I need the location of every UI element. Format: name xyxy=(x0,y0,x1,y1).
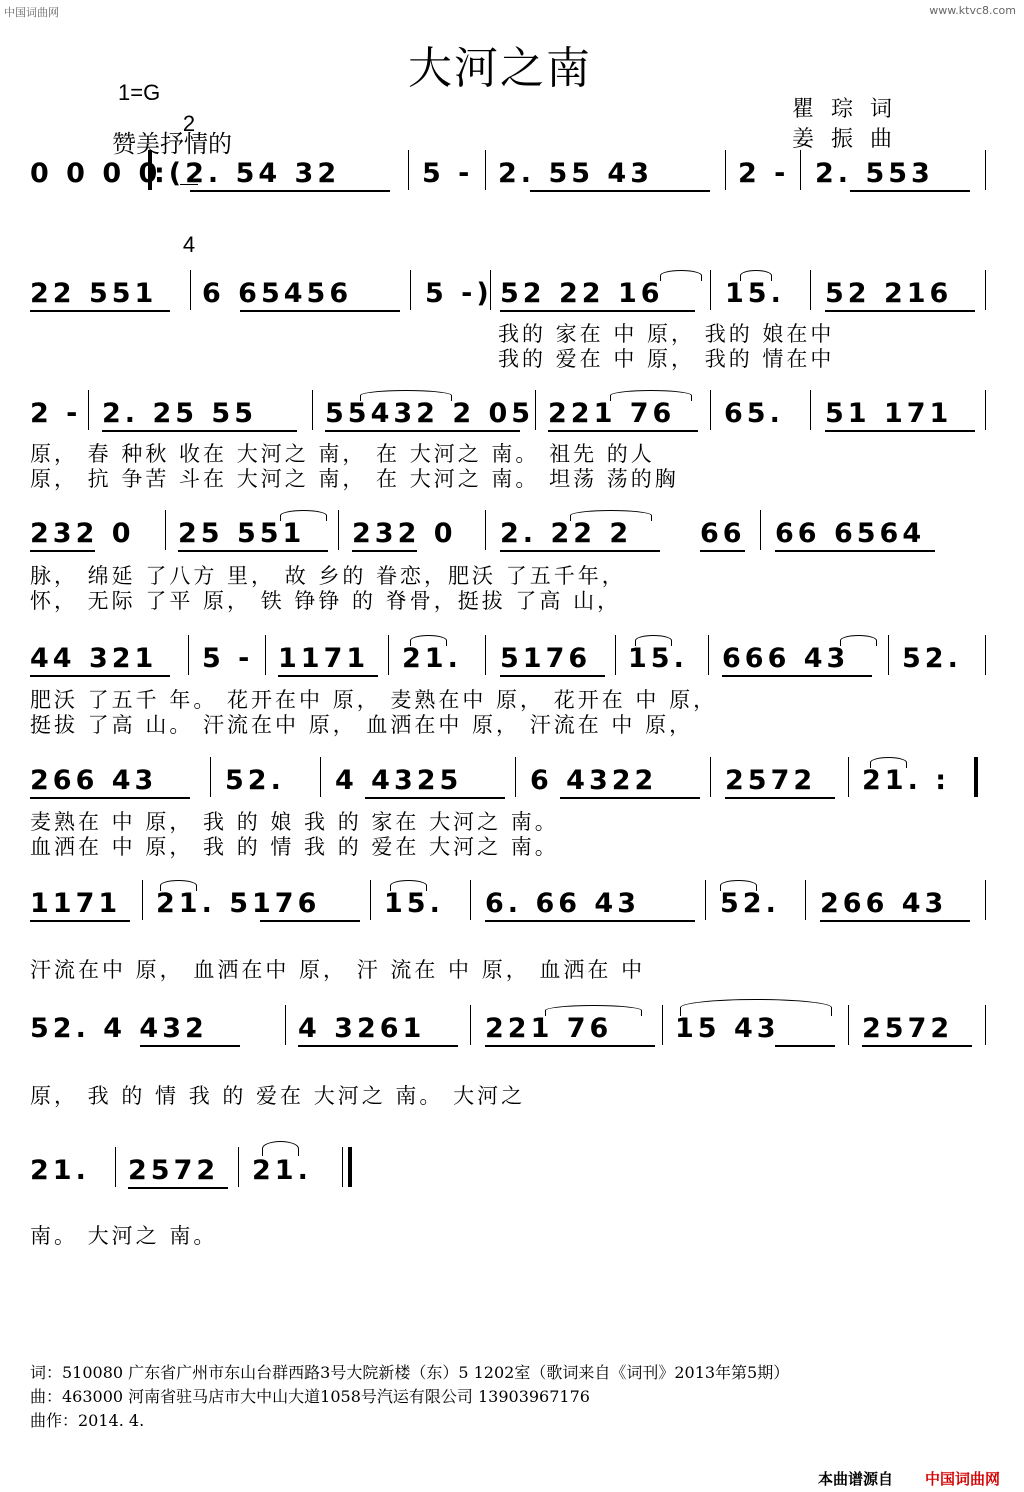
measure: 22 551 xyxy=(30,278,158,309)
beam-underline xyxy=(485,920,695,922)
key-signature: 1=G xyxy=(118,80,161,105)
barline xyxy=(470,1005,471,1045)
barline xyxy=(320,757,321,797)
barline xyxy=(342,1147,343,1187)
slur xyxy=(390,880,427,891)
barline xyxy=(615,635,616,675)
beam-underline xyxy=(102,430,297,432)
barline xyxy=(710,757,711,797)
score-row-5 xyxy=(30,643,990,677)
lyric-line: 挺拔 了高 山。 汗流在中 原， 血洒在中 原， 汗流在 中 原， xyxy=(30,713,694,737)
barline xyxy=(142,880,143,920)
barline xyxy=(760,510,761,550)
measure: 2572 xyxy=(725,765,817,796)
measure: 21. xyxy=(252,1155,312,1186)
beam-underline xyxy=(178,550,328,552)
source-site-link[interactable]: 中国词曲网 xyxy=(925,1470,1001,1488)
beam-underline xyxy=(862,1045,972,1047)
tempo-mark: 赞美抒情的 xyxy=(112,130,232,158)
lyric-line: 南。 大河之 南。 xyxy=(30,1224,218,1248)
measure: 15 43 xyxy=(675,1013,780,1044)
barline xyxy=(190,270,191,310)
beam-underline xyxy=(700,550,745,552)
beam-underline xyxy=(30,797,190,799)
score-row-6 xyxy=(30,765,990,799)
measure: 221 76 xyxy=(485,1013,613,1044)
slur xyxy=(840,635,877,646)
repeat-barline xyxy=(148,150,152,190)
beam-underline xyxy=(278,675,378,677)
slur xyxy=(740,270,772,281)
barline xyxy=(165,510,166,550)
measure: 2. 25 55 xyxy=(102,398,257,429)
beam-underline xyxy=(722,675,872,677)
beam-underline xyxy=(485,1045,655,1047)
slur xyxy=(280,510,327,521)
measure: 666 43 xyxy=(722,643,850,674)
barline xyxy=(848,1005,849,1045)
barline xyxy=(515,757,516,797)
beam-underline xyxy=(775,1045,835,1047)
lyric-line: 原， 我 的 情 我 的 爱在 大河之 南。 大河之 xyxy=(30,1084,526,1108)
measure: 4 3261 xyxy=(298,1013,426,1044)
beam-underline xyxy=(365,797,505,799)
measure: 1171 xyxy=(278,643,370,674)
slur xyxy=(635,635,672,646)
barline xyxy=(535,390,536,430)
barline xyxy=(800,150,801,190)
beam-underline xyxy=(775,550,935,552)
time-signature-bottom: 4 xyxy=(182,232,196,257)
score-row-1 xyxy=(30,158,990,192)
barline xyxy=(210,757,211,797)
barline xyxy=(410,270,411,310)
measure: :(2. 54 32 xyxy=(154,158,341,189)
barline xyxy=(388,635,389,675)
final-barline xyxy=(348,1147,352,1187)
lyric-line: 原， 春 种秋 收在 大河之 南， 在 大河之 南。 祖先 的人 xyxy=(30,442,655,466)
beam-underline xyxy=(30,310,170,312)
beam-underline xyxy=(352,550,417,552)
beam-underline xyxy=(128,1187,228,1189)
barline xyxy=(470,880,471,920)
measure: 2 - xyxy=(30,398,82,429)
barline xyxy=(805,880,806,920)
watermark-right: www.ktvc8.com xyxy=(929,4,1016,17)
beam-underline xyxy=(850,190,970,192)
measure: 2572 xyxy=(862,1013,954,1044)
slur xyxy=(545,1005,642,1016)
repeat-end-barline xyxy=(974,757,978,797)
score-row-8 xyxy=(30,1013,990,1047)
barline xyxy=(985,390,986,430)
beam-underline xyxy=(190,190,390,192)
barline xyxy=(408,150,409,190)
measure: 2 - xyxy=(738,158,790,189)
song-title: 大河之南 xyxy=(408,43,592,94)
lyric-line: 血洒在 中 原， 我 的 情 我 的 爱在 大河之 南。 xyxy=(30,835,559,859)
composer-credit: 姜振曲 xyxy=(792,127,910,152)
measure: 21. xyxy=(30,1155,90,1186)
barline xyxy=(265,635,266,675)
beam-underline xyxy=(30,675,170,677)
barline xyxy=(370,880,371,920)
measure: 6. 66 43 xyxy=(485,888,640,919)
measure: 0 0 0 0 xyxy=(30,158,162,189)
measure: 15. xyxy=(384,888,444,919)
measure: 52. xyxy=(902,643,962,674)
lyric-line: 脉， 绵延 了八方 里， 故 乡的 眷恋，肥沃 了五千年， xyxy=(30,564,626,588)
barline xyxy=(285,1005,286,1045)
measure: 52. 4 432 xyxy=(30,1013,208,1044)
lyric-line: 麦熟在 中 原， 我 的 娘 我 的 家在 大河之 南。 xyxy=(30,810,559,834)
footer-composer-address: 曲：463000 河南省驻马店市大中山大道1058号汽运有限公司 13903967176 xyxy=(30,1387,590,1406)
lyric-line: 肥沃 了五千 年。 花开在中 原， 麦熟在中 原， 花开在 中 原， xyxy=(30,688,718,712)
barline xyxy=(115,1147,116,1187)
lyric-line: 原， 抗 争苦 斗在 大河之 南， 在 大河之 南。 坦荡 荡的胸 xyxy=(30,467,679,491)
measure: 1171 xyxy=(30,888,122,919)
measure: 2572 xyxy=(128,1155,220,1186)
measure: 5176 xyxy=(500,643,592,674)
lyric-line: 汗流在中 原， 血洒在中 原， 汗 流在 中 原， 血洒在 中 xyxy=(30,958,646,982)
slur xyxy=(570,510,652,521)
barline xyxy=(88,390,89,430)
barline xyxy=(485,150,486,190)
measure: 2. 55 43 xyxy=(498,158,653,189)
lyric-line: 我的 爱在 中 原， 我的 情在中 xyxy=(498,347,835,371)
slur xyxy=(360,390,452,401)
measure: 232 0 xyxy=(352,518,457,549)
barline xyxy=(662,1005,663,1045)
measure: 15. xyxy=(628,643,688,674)
barline xyxy=(810,270,811,310)
measure: 52. xyxy=(225,765,285,796)
beam-underline xyxy=(500,675,605,677)
beam-underline xyxy=(548,430,698,432)
measure: 25 551 xyxy=(178,518,306,549)
measure: 65. xyxy=(724,398,784,429)
measure: 66 xyxy=(700,518,746,549)
time-signature-top: 2 xyxy=(182,111,196,136)
measure: 266 43 xyxy=(30,765,158,796)
beam-underline xyxy=(260,920,360,922)
barline xyxy=(485,510,486,550)
score-row-7 xyxy=(30,888,990,922)
score-row-2 xyxy=(30,278,990,312)
slur xyxy=(660,270,702,281)
footer-lyricist-address: 词：510080 广东省广州市东山台群西路3号大院新楼（东）5 1202室（歌词来自《词刊》2013年第5期） xyxy=(30,1363,790,1382)
measure: 266 43 xyxy=(820,888,948,919)
source-label: 本曲谱源自 xyxy=(818,1470,894,1488)
measure: 6 4322 xyxy=(530,765,658,796)
barline xyxy=(985,635,986,675)
measure: 21. 5176 xyxy=(156,888,321,919)
measure: 51 171 xyxy=(825,398,953,429)
beam-underline xyxy=(530,190,710,192)
measure: 5 - xyxy=(422,158,474,189)
beam-underline xyxy=(560,797,700,799)
beam-underline xyxy=(820,920,970,922)
measure: 52 216 xyxy=(825,278,953,309)
barline xyxy=(710,390,711,430)
beam-underline xyxy=(500,310,695,312)
measure: 66 6564 xyxy=(775,518,926,549)
barline xyxy=(490,270,491,310)
slur xyxy=(610,390,692,401)
beam-underline xyxy=(30,920,130,922)
measure: 21. xyxy=(402,643,462,674)
barline xyxy=(708,635,709,675)
fermata-slur xyxy=(262,1141,299,1156)
slur xyxy=(720,880,757,891)
measure: 4 4325 xyxy=(335,765,463,796)
slur xyxy=(410,635,447,646)
barline xyxy=(710,270,711,310)
barline xyxy=(848,757,849,797)
beam-underline xyxy=(725,797,835,799)
measure: 21. : xyxy=(862,765,951,796)
barline xyxy=(810,390,811,430)
slur xyxy=(680,999,832,1016)
barline xyxy=(312,390,313,430)
score-row-4 xyxy=(30,518,990,552)
lyric-line: 我的 家在 中 原， 我的 娘在中 xyxy=(498,322,835,346)
barline xyxy=(985,150,986,190)
score-row-3 xyxy=(30,398,990,432)
beam-underline xyxy=(500,550,660,552)
barline xyxy=(985,880,986,920)
barline xyxy=(238,1147,239,1187)
barline xyxy=(985,270,986,310)
measure: 232 0 xyxy=(30,518,135,549)
measure: 5 - xyxy=(202,643,254,674)
lyricist-credit: 瞿琮词 xyxy=(792,97,910,122)
beam-underline xyxy=(298,1045,458,1047)
beam-underline xyxy=(325,430,520,432)
measure: 44 321 xyxy=(30,643,158,674)
slur xyxy=(160,880,197,891)
beam-underline xyxy=(825,430,975,432)
beam-underline xyxy=(240,310,400,312)
barline xyxy=(188,635,189,675)
measure: 52 22 16 xyxy=(500,278,664,309)
barline xyxy=(705,880,706,920)
barline xyxy=(338,510,339,550)
measure: 55432 2 05 xyxy=(325,398,535,429)
barline xyxy=(485,635,486,675)
measure: 2. 553 xyxy=(815,158,934,189)
watermark-left: 中国词曲网 xyxy=(4,6,59,19)
measure: 6 65456 xyxy=(202,278,353,309)
barline xyxy=(725,150,726,190)
measure: 2. 22 2 xyxy=(500,518,633,549)
beam-underline xyxy=(825,310,975,312)
beam-underline xyxy=(140,1045,240,1047)
measure: 221 76 xyxy=(548,398,676,429)
barline xyxy=(985,1005,986,1045)
barline xyxy=(888,635,889,675)
lyric-line: 怀， 无际 了平 原， 铁 铮铮 的 脊骨，挺拔 了高 山， xyxy=(30,589,622,613)
score-row-9 xyxy=(30,1155,990,1189)
beam-underline xyxy=(30,550,95,552)
measure: 5 -) xyxy=(425,278,493,309)
footer-composed-date: 曲作：2014. 4. xyxy=(30,1411,145,1430)
slur xyxy=(870,757,907,768)
measure: 15. xyxy=(725,278,785,309)
measure: 52. xyxy=(720,888,780,919)
